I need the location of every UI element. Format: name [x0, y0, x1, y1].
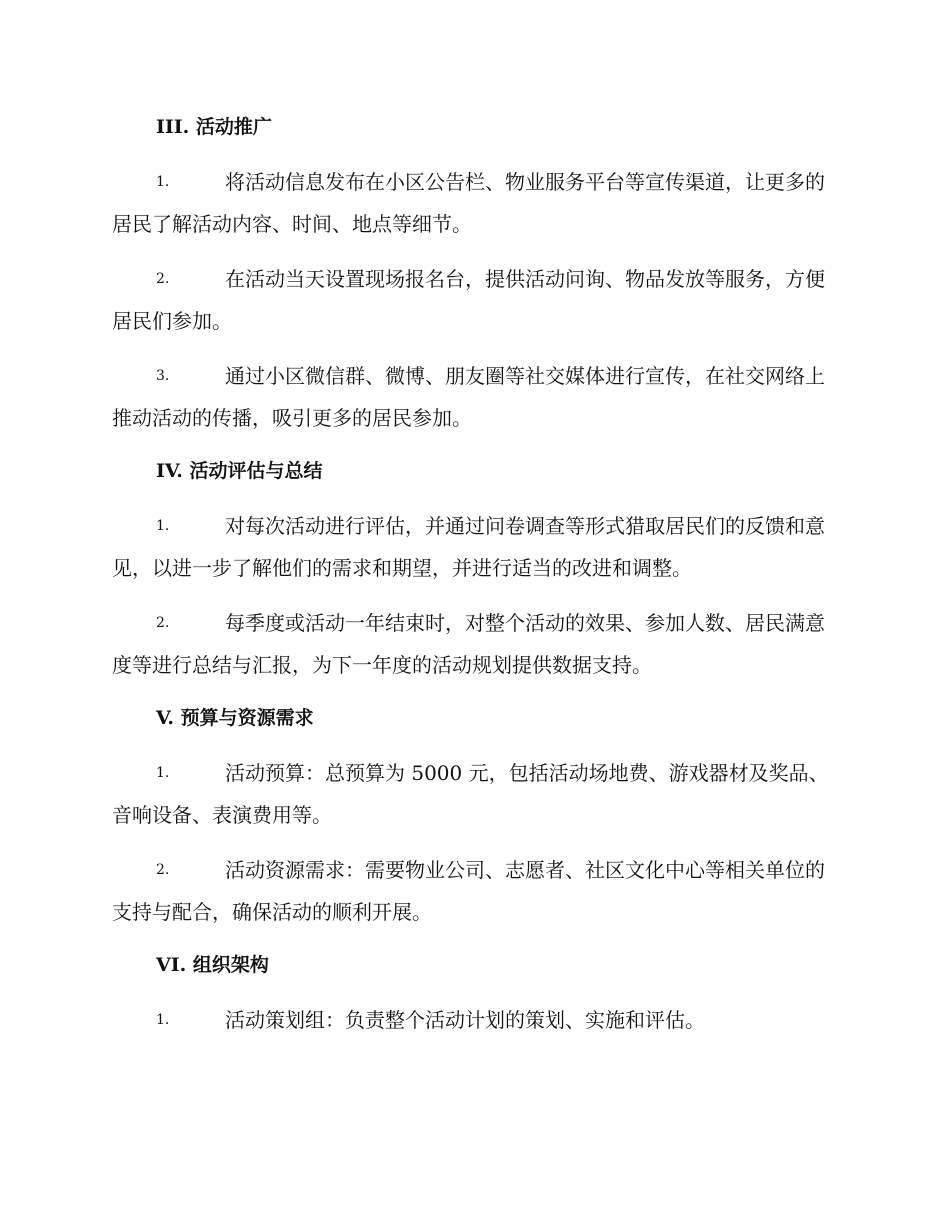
list-item-text: 对每次活动进行评估，并通过问卷调查等形式猎取居民们的反馈和意见，以进一步了解他们的需求和期望，并进行适当的改进和调整。: [112, 514, 825, 580]
list-item-text: 活动资源需求：需要物业公司、志愿者、社区文化中心等相关单位的支持与配合，确保活动的顺利开展。: [112, 858, 825, 924]
list-item-text: 活动预算：总预算为 5000 元，包括活动场地费、游戏器材及奖品、音响设备、表演费用等。: [112, 761, 829, 827]
list-item-number: 1.: [156, 518, 170, 534]
list-item: [112, 602, 834, 686]
list-item: [112, 849, 834, 933]
list-item-number: 1.: [156, 174, 170, 190]
list-item-number: 2.: [156, 271, 170, 287]
section-heading-promotion: III. 活动推广: [156, 116, 272, 138]
list-item: [112, 258, 834, 342]
list-item: [112, 999, 834, 1041]
list-item-text: 活动策划组：负责整个活动计划的策划、实施和评估。: [225, 1008, 705, 1032]
list-item-number: 3.: [156, 368, 170, 384]
list-item-text: 通过小区微信群、微博、朋友圈等社交媒体进行宣传，在社交网络上推动活动的传播，吸引更多的居民参加。: [112, 364, 825, 430]
list-item-number: 1.: [156, 765, 170, 781]
list-item: [112, 505, 834, 589]
list-item: [112, 355, 834, 439]
section-heading-evaluation: IV. 活动评估与总结: [156, 460, 323, 482]
section-heading-organization: VI. 组织架构: [156, 954, 269, 976]
list-item-text: 在活动当天设置现场报名台，提供活动问询、物品发放等服务，方便居民们参加。: [112, 267, 825, 333]
list-item: [112, 161, 834, 245]
list-item-text: 每季度或活动一年结束时，对整个活动的效果、参加人数、居民满意度等进行总结与汇报，为下一年度的活动规划提供数据支持。: [112, 611, 825, 677]
list-item-number: 2.: [156, 615, 170, 631]
list-item-number: 1.: [156, 1012, 170, 1028]
document-body: [112, 108, 834, 1054]
section-heading-budget: V. 预算与资源需求: [156, 707, 314, 729]
list-item: [112, 752, 834, 836]
list-item-number: 2.: [156, 862, 170, 878]
list-item-text: 将活动信息发布在小区公告栏、物业服务平台等宣传渠道，让更多的居民了解活动内容、时间、地点等细节。: [112, 170, 825, 236]
